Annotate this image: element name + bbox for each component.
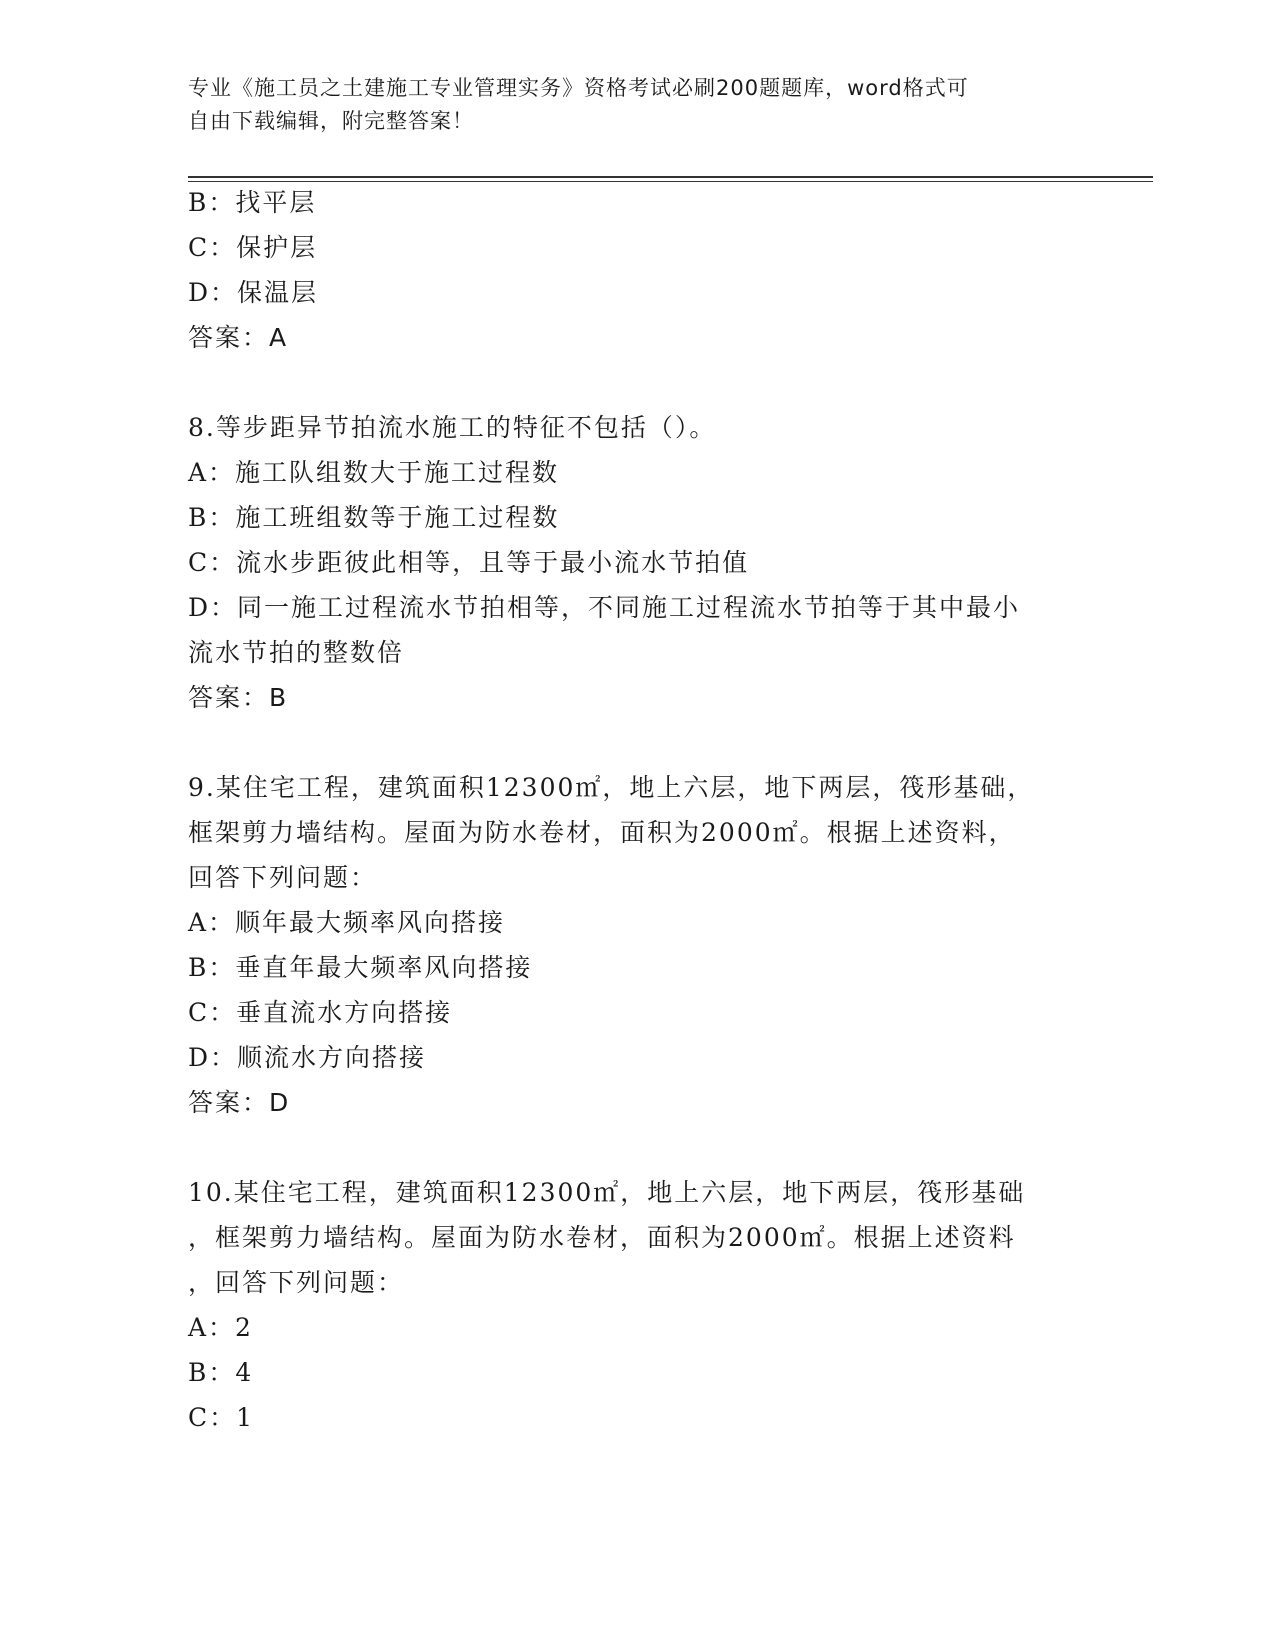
option-d: D：顺流水方向搭接 (188, 1043, 427, 1072)
answer: 答案：D (188, 1088, 291, 1117)
option-a: A：施工队组数大于施工过程数 (188, 458, 560, 487)
question-text: 8.等步距异节拍流水施工的特征不包括（）。 (188, 413, 717, 442)
spacer (188, 360, 1078, 405)
option-a: A：顺年最大频率风向搭接 (188, 908, 506, 937)
option-d: D：同一施工过程流水节拍相等，不同施工过程流水节拍等于其中最小 (188, 593, 1021, 622)
question-text-continued: 回答下列问题： (188, 863, 378, 892)
question-10 (188, 1170, 1078, 1440)
option-b: B：垂直年最大频率风向搭接 (188, 953, 533, 982)
header-line-1: 专业《施工员之土建施工专业管理实务》资格考试必刷200题题库，word格式可 (188, 76, 969, 100)
header-divider-thick (188, 176, 1153, 178)
spacer (188, 1125, 1078, 1170)
option-b: B：4 (188, 1358, 254, 1387)
question-text: 10.某住宅工程，建筑面积12300㎡，地上六层，地下两层，筏形基础 (188, 1178, 1026, 1207)
option-d: D：保温层 (188, 278, 319, 307)
option-b: B：施工班组数等于施工过程数 (188, 503, 560, 532)
option-b: B：找平层 (188, 188, 317, 217)
document-header (188, 72, 1078, 138)
option-a: A：2 (188, 1313, 253, 1342)
question-8 (188, 405, 1078, 720)
answer: 答案：A (188, 323, 289, 352)
option-d-continued: 流水节拍的整数倍 (188, 638, 405, 667)
question-text-continued: ，框架剪力墙结构。屋面为防水卷材，面积为2000㎡。根据上述资料 (188, 1223, 1016, 1252)
option-c: C：保护层 (188, 233, 318, 262)
question-7-continued (188, 180, 1078, 360)
question-list (188, 180, 1078, 1440)
spacer (188, 720, 1078, 765)
option-c: C：流水步距彼此相等，且等于最小流水节拍值 (188, 548, 750, 577)
answer: 答案：B (188, 683, 289, 712)
question-text-continued: ，回答下列问题： (188, 1268, 405, 1297)
question-9 (188, 765, 1078, 1125)
option-c: C：垂直流水方向搭接 (188, 998, 453, 1027)
option-c: C：1 (188, 1403, 255, 1432)
question-text: 9.某住宅工程，建筑面积12300㎡，地上六层，地下两层，筏形基础， (188, 773, 1035, 802)
question-text-continued: 框架剪力墙结构。屋面为防水卷材，面积为2000㎡。根据上述资料， (188, 818, 1016, 847)
header-line-2: 自由下载编辑，附完整答案！ (188, 109, 474, 133)
